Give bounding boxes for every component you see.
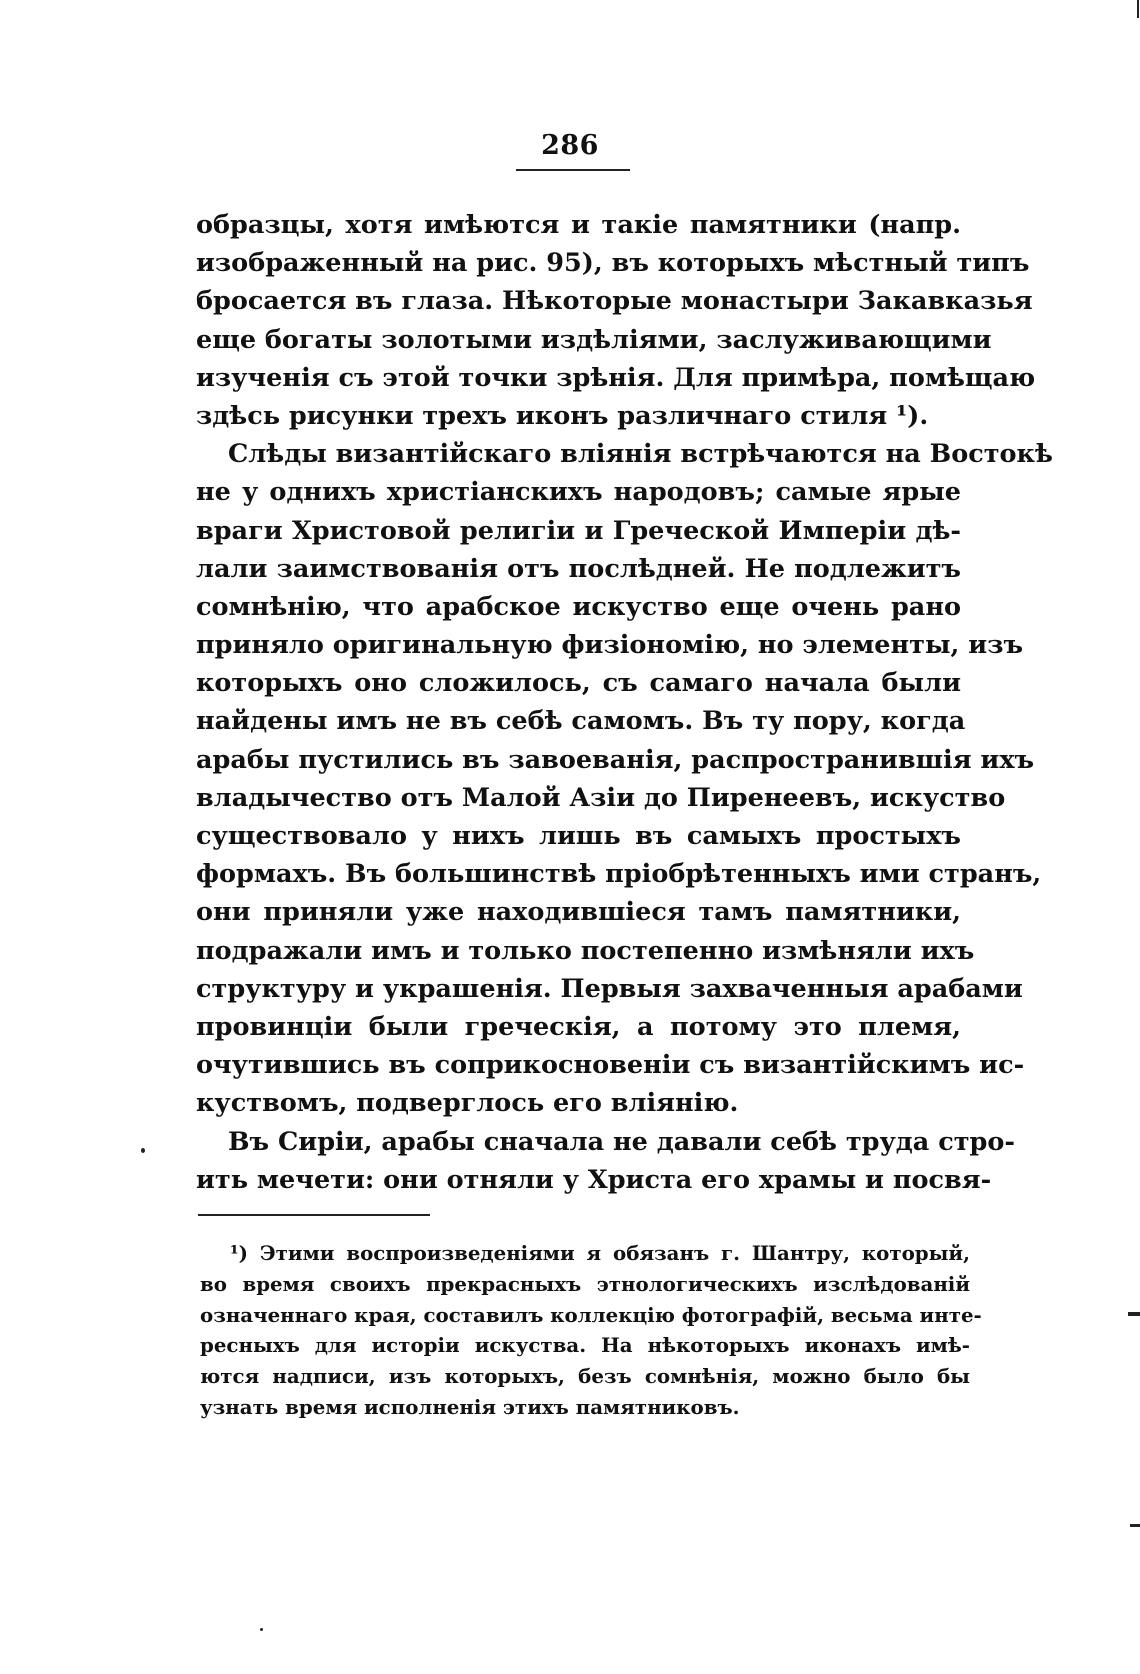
scan-edge-mark [1130, 1524, 1140, 1527]
scan-edge-mark [1137, 0, 1139, 18]
scan-speck [141, 1148, 145, 1153]
text-line: Слѣды византійскаго вліянія встрѣчаются на Востокѣ [228, 439, 1053, 470]
header-rule [516, 169, 630, 171]
text-line: не у однихъ христіанскихъ народовъ; самые ярые [196, 477, 961, 508]
text-line: существовало у нихъ лишь въ самыхъ простыхъ [196, 821, 961, 851]
text-line: приняло оригинальную физіономію, но элементы, изъ [196, 630, 1024, 661]
text-line: найдены имъ не въ себѣ самомъ. Въ ту пору, когда [196, 706, 966, 737]
text-line: очутившись въ соприкосновеніи съ византійскимъ ис- [196, 1050, 1025, 1081]
footnote-line: во время своихъ прекрасныхъ этнологическихъ изслѣдованій [200, 1271, 970, 1296]
text-line: формахъ. Въ большинствѣ пріобрѣтенныхъ ими странъ, [196, 859, 1042, 890]
footnote-line: означеннаго края, составилъ коллекцію фотографій, весьма инте- [200, 1302, 982, 1327]
text-line: здѣсь рисунки трехъ иконъ различнаго стиля ¹). [196, 400, 929, 431]
text-line: подражали имъ и только постепенно измѣняли ихъ [196, 935, 975, 966]
text-line: образцы, хотя имѣются и такіе памятники (напр. [196, 210, 961, 240]
text-line: арабы пустились въ завоеванія, распространившія ихъ [196, 744, 1035, 775]
page-number: 286 [541, 130, 599, 161]
scan-edge-mark [1128, 1312, 1140, 1316]
text-line: Въ Сиріи, арабы сначала не давали себѣ труда стро- [228, 1126, 1015, 1157]
text-line: враги Христовой религіи и Греческой Имперіи дѣ- [196, 515, 961, 546]
text-line: сомнѣнію, что арабское искуство еще очень рано [196, 591, 961, 622]
footnote-line: ¹) Этими воспроизведеніями я обязанъ г. Шантру, который, [230, 1241, 970, 1265]
text-line: изученія съ этой точки зрѣнія. Для примѣра, помѣщаю [196, 362, 1036, 393]
footnote-rule [198, 1214, 430, 1216]
text-line: владычество отъ Малой Азіи до Пиренеевъ, искуство [196, 782, 1006, 813]
footnote [200, 1238, 982, 1423]
text-line: структуру и украшенія. Первыя захваченныя арабами [196, 973, 1023, 1004]
text-line: еще богаты золотыми издѣліями, заслуживающими [196, 324, 992, 355]
text-line: куствомъ, подверглось его вліянію. [196, 1088, 739, 1119]
footnote-line: узнать время исполненія этихъ памятниковъ. [200, 1394, 740, 1419]
main-text [196, 206, 1053, 1199]
text-line: которыхъ оно сложилось, съ самаго начала были [196, 668, 961, 699]
text-line: ить мечети: они отняли у Христа его храмы и посвя- [196, 1164, 992, 1195]
text-line: изображенный на рис. 95), въ которыхъ мѣстный типъ [196, 248, 1030, 279]
footnote-line: ресныхъ для исторіи искуства. На нѣкоторыхъ иконахъ имѣ- [200, 1333, 970, 1358]
text-line: они приняли уже находившіеся тамъ памятники, [196, 897, 961, 928]
text-line: лали заимствованія отъ послѣдней. Не подлежитъ [196, 553, 961, 584]
footnote-line: ются надписи, изъ которыхъ, безъ сомнѣнія, можно было бы [200, 1364, 970, 1389]
text-line: провинціи были греческія, а потому это племя, [196, 1011, 961, 1042]
text-line: бросается въ глаза. Нѣкоторые монастыри Закавказья [196, 286, 1033, 317]
scan-speck [260, 1628, 263, 1631]
